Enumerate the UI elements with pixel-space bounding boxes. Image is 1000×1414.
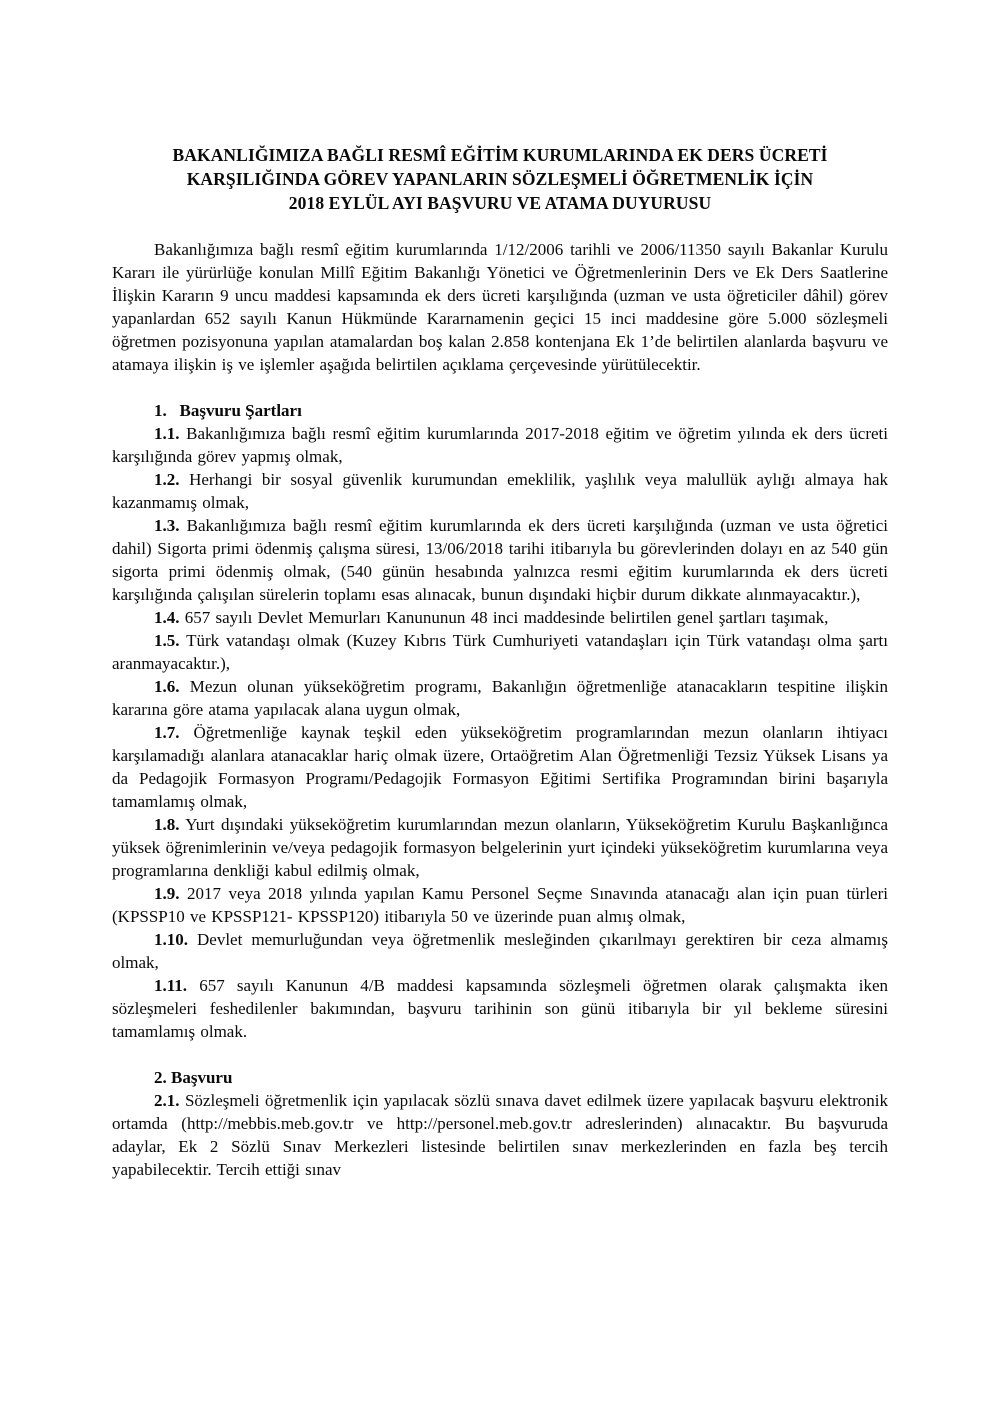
sections-container xyxy=(112,399,888,1181)
item-text: 657 sayılı Kanunun 4/B maddesi kapsamında sözleşmeli öğretmen olarak çalışmakta iken sözleşmeleri feshedilenler bakımından, başvuru tarihinin son günü itibarıyla bir yıl bekleme süresini tamamlamış olmak. xyxy=(112,976,888,1041)
item-number: 1.3. xyxy=(154,516,180,535)
item-text: Devlet memurluğundan veya öğretmenlik mesleğinden çıkarılmayı gerektiren bir ceza almamış olmak, xyxy=(112,930,889,972)
section-item-paragraph xyxy=(112,882,888,928)
section-item-paragraph xyxy=(112,468,888,514)
item-number: 1.4. xyxy=(154,608,180,627)
item-number: 1.1. xyxy=(154,424,180,443)
item-number: 1.8. xyxy=(154,815,180,834)
section-heading: 1. Başvuru Şartları xyxy=(154,401,302,420)
title-line-3: 2018 EYLÜL AYI BAŞVURU VE ATAMA DUYURUSU xyxy=(288,193,712,213)
section-heading: 2. Başvuru xyxy=(154,1068,233,1087)
document-body xyxy=(112,238,888,1181)
item-number: 2.1. xyxy=(154,1091,180,1110)
section-item-paragraph xyxy=(112,974,888,1043)
item-text: Öğretmenliğe kaynak teşkil eden yükseköğretim programlarından mezun olanların ihtiyacı karşılamadığı alanlara atanacaklar hariç olmak üzere, Ortaöğretim Alan Öğretmenliği Tezsiz Yüksek Lisans ya da Pedagojik Formasyon Programı/Pedagojik Formasyon Eğitimi Sertifika Programından birini başarıyla tamamlamış olmak, xyxy=(112,723,888,811)
section-item-paragraph xyxy=(112,1089,888,1181)
item-number: 1.7. xyxy=(154,723,180,742)
section-item-paragraph xyxy=(112,813,888,882)
item-number: 1.6. xyxy=(154,677,180,696)
item-text: Bakanlığımıza bağlı resmî eğitim kurumlarında ek ders ücreti karşılığında (uzman ve usta öğretici dahil) Sigorta primi ödenmiş çalışma süresi, 13/06/2018 tarihi itibarıyla bu görevlerinden dolayı en az 540 gün sigorta primi ödenmiş olmak, (540 günün hesabında yalnızca resmi eğitim kurumlarında ek ders ücreti karşılığında çalışılan sürelerin toplamı esas alınacak, bunun dışındaki hiçbir durum dikkate alınmayacaktır.), xyxy=(112,516,888,604)
item-number: 1.5. xyxy=(154,631,180,650)
item-number: 1.10. xyxy=(154,930,188,949)
item-number: 1.2. xyxy=(154,470,180,489)
item-text: Herhangi bir sosyal güvenlik kurumundan emeklilik, yaşlılık veya malullük aylığı almaya hak kazanmamış olmak, xyxy=(112,470,888,512)
item-text: Bakanlığımıza bağlı resmî eğitim kurumlarında 2017-2018 eğitim ve öğretim yılında ek ders ücreti karşılığında görev yapmış olmak, xyxy=(112,424,889,466)
item-number: 1.11. xyxy=(154,976,188,995)
section-item-paragraph xyxy=(112,514,888,606)
title-line-1: BAKANLIĞIMIZA BAĞLI RESMÎ EĞİTİM KURUMLARINDA EK DERS ÜCRETİ xyxy=(172,145,828,165)
section-item-paragraph xyxy=(112,928,888,974)
item-text: Mezun olunan yükseköğretim programı, Bakanlığın öğretmenliğe atanacakların tespitine ilişkin kararına göre atama yapılacak alana uygun olmak, xyxy=(112,677,889,719)
document-title xyxy=(112,143,888,215)
item-text: 657 sayılı Devlet Memurları Kanununun 48 inci maddesinde belirtilen genel şartları taşımak, xyxy=(184,608,829,627)
section-item-paragraph xyxy=(112,721,888,813)
title-line-2: KARŞILIĞINDA GÖREV YAPANLARIN SÖZLEŞMELİ ÖĞRETMENLİK İÇİN xyxy=(186,169,814,189)
section-item-paragraph xyxy=(112,629,888,675)
section-item-paragraph xyxy=(112,422,888,468)
item-text: 2017 veya 2018 yılında yapılan Kamu Personel Seçme Sınavında atanacağı alan için puan türleri (KPSSP10 ve KPSSP121- KPSSP120) itibarıyla 50 ve üzerinde puan almış olmak, xyxy=(112,884,888,926)
section-item-paragraph xyxy=(112,606,888,629)
section-item-paragraph xyxy=(112,675,888,721)
item-text: Türk vatandaşı olmak (Kuzey Kıbrıs Türk Cumhuriyeti vatandaşları için Türk vatandaşı olma şartı aranmayacaktır.), xyxy=(112,631,888,673)
intro-paragraph: Bakanlığımıza bağlı resmî eğitim kurumlarında 1/12/2006 tarihli ve 2006/11350 sayılı Bakanlar Kurulu Kararı ile yürürlüğe konulan Millî Eğitim Bakanlığı Yönetici ve Öğretmenlerinin Ders ve Ek Ders Saatlerine İlişkin Kararın 9 uncu maddesi kapsamında ek ders ücreti karşılığında (uzman ve usta öğreticiler dâhil) görev yapanlardan 652 sayılı Kanun Hükmünde Kararnamenin geçici 15 inci maddesine göre 5.000 sözleşmeli öğretmen pozisyonuna yapılan atamalardan boş kalan 2.858 kontenjana Ek 1’de belirtilen alanlarda başvuru ve atamaya ilişkin iş ve işlemler aşağıda belirtilen açıklama çerçevesinde yürütülecektir. xyxy=(112,240,888,374)
item-text: Yurt dışındaki yükseköğretim kurumlarından mezun olanların, Yükseköğretim Kurulu Başkanlığınca yüksek öğrenimlerinin ve/veya pedagojik formasyon belgelerinin yurt içindeki yükseköğretim kurumlarına veya programlarına denkliği kabul edilmiş olmak, xyxy=(112,815,888,880)
item-number: 1.9. xyxy=(154,884,180,903)
item-text: Sözleşmeli öğretmenlik için yapılacak sözlü sınava davet edilmek üzere yapılacak başvuru elektronik ortamda (http://mebbis.meb.gov.tr ve http://personel.meb.gov.tr adreslerinden) alınacaktır. Bu başvuruda adaylar, Ek 2 Sözlü Sınav Merkezleri listesinde belirtilen sınav merkezlerinden en fazla beş tercih yapabilecektir. Tercih ettiği sınav xyxy=(112,1091,889,1179)
